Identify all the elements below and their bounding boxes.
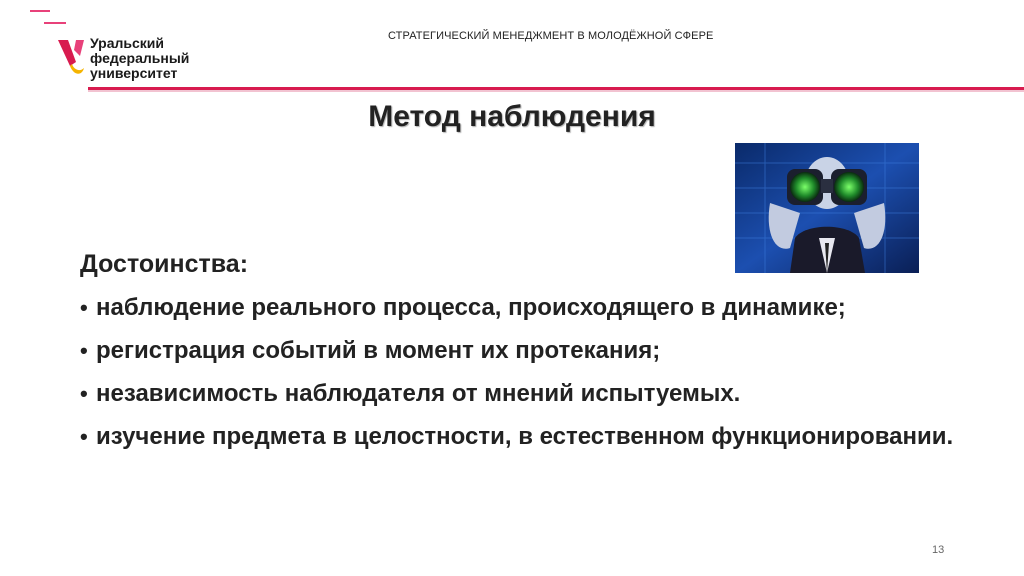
list-item — [80, 378, 960, 410]
logo-line-2: федеральный — [90, 50, 190, 66]
top-decoration — [30, 8, 150, 28]
urfu-emblem-icon — [56, 36, 88, 82]
list-item-text: наблюдение реального процесса, происходящего в динамике; — [96, 294, 846, 321]
logo-line-1: Уральский — [90, 35, 165, 51]
bullet-icon: • — [80, 424, 88, 449]
slide-title: Метод наблюдения — [368, 100, 656, 133]
bullet-icon: • — [80, 338, 88, 363]
logo-line-3: университет — [90, 65, 178, 81]
list-item — [80, 421, 960, 453]
university-logo — [56, 36, 206, 84]
advantages-heading: Достоинства: — [80, 250, 249, 278]
list-item-text: регистрация событий в момент их протекания; — [96, 337, 661, 364]
list-item-text: изучение предмета в целостности, в естественном функционировании. — [96, 423, 954, 450]
logo-text — [90, 36, 189, 81]
header-divider-shadow — [88, 90, 1024, 92]
advantages-list — [80, 292, 960, 464]
list-item — [80, 335, 960, 367]
course-title: СТРАТЕГИЧЕСКИЙ МЕНЕДЖМЕНТ В МОЛОДЁЖНОЙ СФЕРЕ — [388, 30, 714, 42]
bullet-icon: • — [80, 381, 88, 406]
bullet-icon: • — [80, 295, 88, 320]
page-number: 13 — [932, 544, 945, 556]
list-item — [80, 292, 960, 324]
binoculars-photo — [735, 143, 919, 273]
list-item-text: независимость наблюдателя от мнений испытуемых. — [96, 380, 741, 407]
